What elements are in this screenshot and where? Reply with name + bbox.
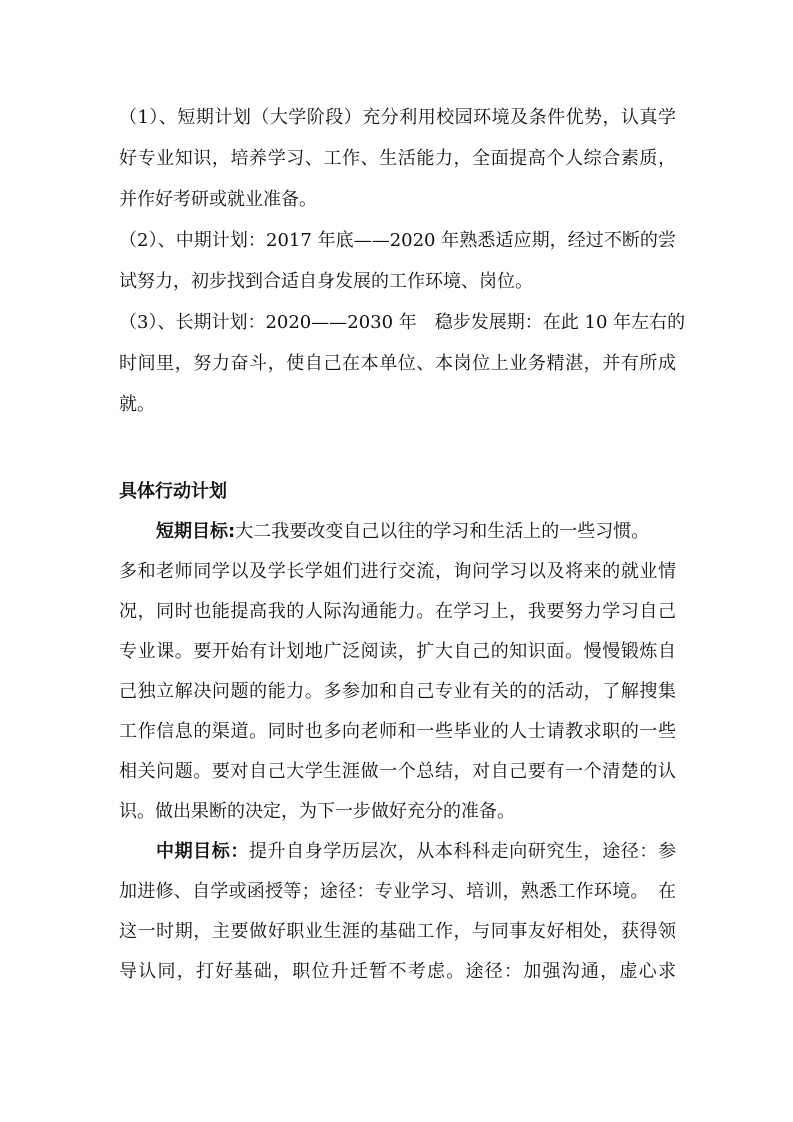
goal-mid-term xyxy=(119,832,676,992)
text-line: 就。 xyxy=(119,394,155,415)
text-line: （3）、长期计划：2020——2030 年 稳步发展期：在此 10 年左右的 xyxy=(119,312,686,333)
plan-long-term xyxy=(119,302,686,425)
plan-mid-term xyxy=(119,220,676,302)
text-line: 专业课。要开始有计划地广泛阅读，扩大自己的知识面。慢慢锻炼自 xyxy=(119,641,676,662)
text-line: 好专业知识，培养学习、工作、生活能力，全面提高个人综合素质， xyxy=(119,148,676,169)
goal-label: 中期目标： xyxy=(156,841,249,862)
text-line: 导认同，打好基础，职位升迁暂不考虑。途径：加强沟通，虚心求 xyxy=(119,961,676,982)
goal-text: 大二我要改变自己以往的学习和生活上的一些习惯。 xyxy=(235,521,650,542)
section-heading: 具体行动计划 xyxy=(119,481,227,502)
text-line: 相关问题。要对自己大学生涯做一个总结，对自己要有一个清楚的认 xyxy=(119,761,676,782)
goal-text: 提升自身学历层次，从本科科走向研究生，途径：参 xyxy=(248,841,677,862)
text-line: 试努力，初步找到合适自身发展的工作环境、岗位。 xyxy=(119,271,533,292)
text-line: （1）、短期计划（大学阶段）充分利用校园环境及条件优势，认真学 xyxy=(119,107,676,128)
text-line: 工作信息的渠道。同时也多向老师和一些毕业的人士请教求职的一些 xyxy=(119,721,676,742)
text-line: 这一时期，主要做好职业生涯的基础工作，与同事友好相处，获得领 xyxy=(119,921,676,942)
text-line: 多和老师同学以及学长学姐们进行交流，询问学习以及将来的就业情 xyxy=(119,561,676,582)
text-line: 加进修、自学或函授等；途径：专业学习、培训，熟悉工作环境。 在 xyxy=(119,881,676,902)
text-line: 时间里，努力奋斗，使自己在本单位、本岗位上业务精湛，并有所成 xyxy=(119,353,676,374)
text-line: 况，同时也能提高我的人际沟通能力。在学习上，我要努力学习自己 xyxy=(119,601,676,622)
plan-short-term xyxy=(119,97,676,220)
text-line xyxy=(119,512,676,552)
text-line xyxy=(119,832,676,872)
text-line: 并作好考研或就业准备。 xyxy=(119,189,317,210)
goals-section xyxy=(119,512,676,992)
text-line: 己独立解决问题的能力。多参加和自己专业有关的的活动，了解搜集 xyxy=(119,681,676,702)
text-line: 识。做出果断的决定，为下一步做好充分的准备。 xyxy=(119,801,515,822)
goal-label: 短期目标: xyxy=(156,521,236,542)
goal-short-term xyxy=(119,512,676,832)
text-line: （2）、中期计划：2017 年底——2020 年熟悉适应期，经过不断的尝 xyxy=(119,230,676,251)
plans-section xyxy=(119,97,686,425)
